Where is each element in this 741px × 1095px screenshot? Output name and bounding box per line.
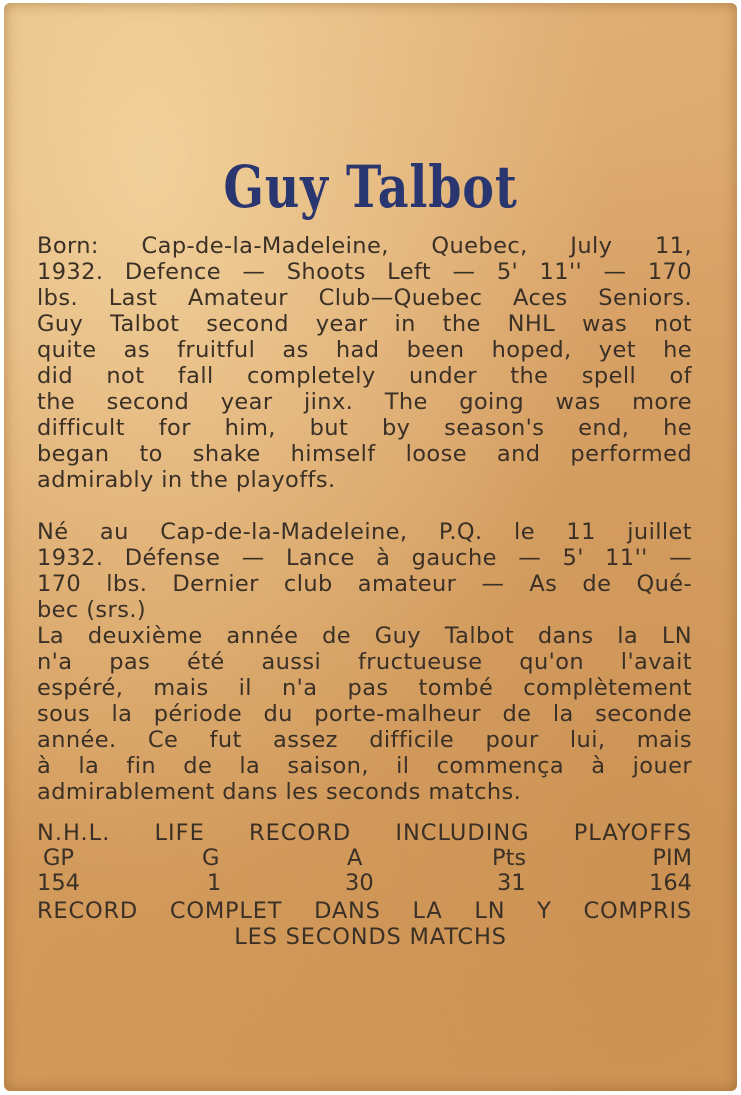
- bio-line: lbs. Last Amateur Club—Quebec Aces Seniors.: [37, 285, 692, 311]
- stats-value-row: [37, 871, 692, 896]
- record-heading-french: RECORD COMPLET DANS LA LN Y COMPRIS: [37, 898, 692, 924]
- bio-line: began to shake himself loose and performed: [37, 441, 692, 467]
- bio-line: Born: Cap-de-la-Madeleine, Quebec, July 11,: [37, 233, 692, 259]
- bio-line: bec (srs.): [37, 597, 147, 623]
- bio-line: the second year jinx. The going was more: [37, 389, 692, 415]
- stat-label-pts: Pts: [492, 845, 527, 871]
- record-heading-french-2: LES SECONDS MATCHS: [234, 924, 507, 950]
- stat-value-pim: 164: [649, 870, 692, 896]
- bio-line: admirablement dans les seconds matchs.: [37, 779, 522, 805]
- player-name: Guy Talbot: [223, 153, 518, 221]
- bio-line: Né au Cap-de-la-Madeleine, P.Q. le 11 juillet: [37, 519, 692, 545]
- stat-value-g: 1: [207, 870, 222, 896]
- stat-label-gp: GP: [43, 845, 75, 871]
- stats-table: [37, 846, 692, 896]
- bio-line: espéré, mais il n'a pas tombé complètement: [37, 675, 692, 701]
- record-heading: N.H.L. LIFE RECORD INCLUDING PLAYOFFS: [37, 820, 692, 846]
- stat-label-pim: PIM: [652, 845, 692, 871]
- french-bio: [37, 519, 692, 805]
- card-back: [4, 3, 737, 1091]
- stat-label-a: A: [347, 845, 363, 871]
- bio-line: 1932. Defence — Shoots Left — 5' 11'' — 170: [37, 259, 692, 285]
- bio-line: à la fin de la saison, il commença à jouer: [37, 753, 692, 779]
- bio-line: n'a pas été aussi fructueuse qu'on l'avait: [37, 649, 692, 675]
- english-bio: [37, 233, 692, 493]
- bio-line: année. Ce fut assez difficile pour lui, mais: [37, 727, 692, 753]
- bio-line: quite as fruitful as had been hoped, yet he: [37, 337, 692, 363]
- stat-value-gp: 154: [37, 870, 80, 896]
- stat-label-g: G: [202, 845, 220, 871]
- bio-line: difficult for him, but by season's end, he: [37, 415, 692, 441]
- bio-line: sous la période du porte-malheur de la seconde: [37, 701, 692, 727]
- stat-value-pts: 31: [497, 870, 526, 896]
- stats-header-row: [37, 846, 692, 871]
- bio-line: 170 lbs. Dernier club amateur — As de Qué-: [37, 571, 692, 597]
- bio-line: Guy Talbot second year in the NHL was not: [37, 311, 692, 337]
- bio-line: did not fall completely under the spell of: [37, 363, 692, 389]
- bio-line: 1932. Défense — Lance à gauche — 5' 11'' —: [37, 545, 692, 571]
- bio-line: La deuxième année de Guy Talbot dans la LN: [37, 623, 692, 649]
- bio-line: admirably in the playoffs.: [37, 467, 336, 493]
- stat-value-a: 30: [345, 870, 374, 896]
